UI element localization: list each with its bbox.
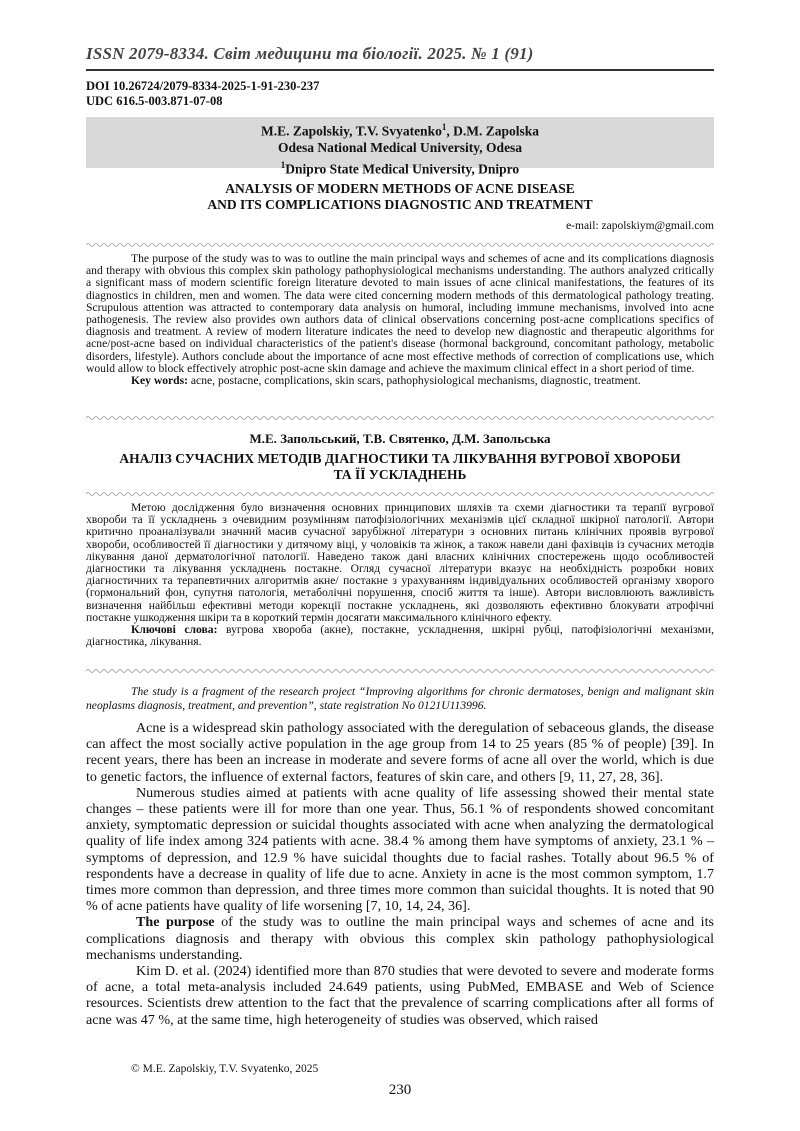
header-rule: [86, 69, 714, 71]
title-ua-line-1: АНАЛІЗ СУЧАСНИХ МЕТОДІВ ДІАГНОСТИКИ ТА ЛІКУВАННЯ ВУГРОВОЇ ХВОРОБИ: [119, 451, 681, 466]
keywords-ua: [86, 624, 714, 648]
email[interactable]: e-mail: zapolskiym@gmail.com: [566, 220, 714, 232]
paragraph-1: Acne is a widespread skin pathology associated with the deregulation of sebaceous glands, the disease can affect the most socially active population in the age group from 14 to 25 years (85 % of people) [39]. In recent years, there has been an increase in moderate and severe forms of acne all over the world, which is due to genetic factors, the influence of external factors, features of skin care, and others [9, 11, 27, 28, 36].: [86, 720, 714, 785]
title-ua-line-2: ТА ЇЇ УСКЛАДНЕНЬ: [333, 467, 467, 482]
paragraph-2: Numerous studies aimed at patients with acne quality of life assessing showed their mental state changes – these patients were ill for more than one year. Thus, 56.1 % of respondents showed concomitant anxiety, symptomatic depression or suicidal thoughts associated with acne when analyzing the dermatological quality of life index among 324 patients with acne. 38.4 % among them have symptoms of anxiety, 23.1 % – symptoms of depression, and 12.9 % have suicidal thoughts due to facial rashes. Totally about 96.5 % of respondents have a decrease in quality of life due to acne. Anxiety in acne is the most common symptom, 1.7 times more common than depression, and three times more common than suicidal thoughts. It is noted that 90 % of acne patients have quality of life worsening [7, 10, 14, 24, 36].: [86, 784, 714, 915]
wavy-divider: [86, 491, 714, 497]
wavy-divider: [86, 242, 714, 248]
authors-en: [86, 119, 714, 140]
project-note: The study is a fragment of the research project “Improving algorithms for chronic dermatoses, benign and malignant skin neoplasms diagnosis, treatment, and prevention”, state registration No 0121U113996.: [86, 685, 714, 712]
abstract-en-text: The purpose of the study was to was to outline the main principal ways and schemes of acne and its complications diagnosis and therapy with obvious this complex skin pathology pathophysiological mechanisms understanding. The authors analyzed critically a significant mass of modern scientific foreign literature devoted to main issues of acne clinical manifestations, the features of its diagnostics in children, men and women. The data were cited concerning modern methods of this dermatological pathology treating. Scrupulous attention was attracted to contemporary data analysis on humoral, including immune mechanisms, involved into acne pathogenesis. The review also provides own authors data of clinical observations concerning post-acne complications specifics of diagnosis and treatment. A review of modern literature indicates the need to develop new diagnostic and therapeutic algorithms for acne/post-acne based on individual characteristics of the patient's disease (hormonal background, concomitant pathology, metabolic disorders, lifestyle). Authors conclude about the importance of acne most effective methods of correction of complications use, which would allow to block effectively atrophic post-acne skin damage and achieve the maximum clinical effect in a short period of time.: [86, 252, 714, 375]
abstract-ua: [86, 502, 714, 648]
keywords-label: Key words:: [131, 374, 188, 388]
copyright: © M.E. Zapolskiy, T.V. Svyatenko, 2025: [131, 1063, 319, 1075]
affiliation-1: Odesa National Medical University, Odesa: [277, 140, 523, 155]
page-number: 230: [388, 1082, 412, 1098]
main-text: [86, 720, 714, 1028]
authors-names: M.E. Zapolskiy, T.V. Svyatenko: [261, 123, 442, 139]
paragraph-4: Kim D. et al. (2024) identified more than 870 studies that were devoted to severe and moderate forms of acne, a total meta-analysis included 24.649 patients, using PubMed, EMBASE and Web of Science resources. Scientists drew attention to the fact that the prevalence of scarring complications after all forms of acne was 47 %, at the same time, high heterogeneity of studies was observed, which raised: [86, 963, 714, 1028]
doi: DOI 10.26724/2079-8334-2025-1-91-230-237: [86, 79, 320, 93]
abstract-ua-text: Метою дослідження було визначення основних принципових шляхів та схеми діагностики та терапії вугрової хвороби та її ускладнень з очевидним розумінням патофізіологічних механізмів цієї складної шкірної патології. Автори критично проаналізували значний масив сучасної зарубіжної літератури з основних питань клінічних проявів вугрової хвороби, особливостей її діагностики у дитячому віці, у чоловіків та жінок, а також навели дані фахівців із сучасних методів лікування даної дерматологічної патології. Наведено також дані власних клінічних спостережень щодо особливостей діагностики та лікування ускладнень постакне. Огляд сучасної літератури вказує на необхідність розробки нових діагностичних та терапевтичних алгоритмів акне/ постакне з урахуванням індивідуальних особливостей організму хворого (гормональний фон, супутня патологія, метаболічні порушення, спосіб життя та інше). Автори висловлюють важливість визначення найбільш ефективні методи корекції постакне ускладнень, які дозволяють ефективно блокувати атрофічні постакне ушкодження шкіри та в короткий термін досягати максимального клінічного ефекту.: [86, 501, 714, 624]
authors-names-suffix: , D.M. Zapolska: [446, 123, 539, 139]
article-title-ua: [86, 451, 714, 483]
purpose-label: The purpose: [136, 914, 215, 931]
authors-ua: М.Е. Запольський, Т.В. Святенко, Д.М. Запольська: [249, 431, 551, 446]
keywords-text: вугрова хвороба (акне), постакне, ускладнення, шкірні рубці, патофізіологічні механізми, діагностика, лікування.: [86, 623, 714, 649]
wavy-divider: [86, 415, 714, 421]
affiliation-2: [86, 157, 714, 178]
authors-affiliations-box: [86, 117, 714, 176]
keywords-label: Ключові слова:: [131, 623, 218, 637]
udc: UDC 616.5-003.871-07-08: [86, 94, 223, 108]
keywords-en: [86, 375, 714, 387]
title-en-line-1: ANALYSIS OF MODERN METHODS OF ACNE DISEASE: [225, 181, 575, 196]
affiliation-2-text: Dnipro State Medical University, Dnipro: [285, 161, 520, 176]
paragraph-3: [86, 914, 714, 963]
wavy-divider: [86, 668, 714, 674]
affiliation-mark: 1: [280, 159, 286, 170]
doi-block: [86, 79, 319, 109]
abstract-en: [86, 253, 714, 387]
journal-header: ISSN 2079-8334. Світ медицини та біології. 2025. № 1 (91): [86, 44, 534, 63]
article-title-en: [86, 181, 714, 213]
title-en-line-2: AND ITS COMPLICATIONS DIAGNOSTIC AND TREATMENT: [207, 197, 593, 212]
affiliation-mark: 1: [441, 122, 447, 132]
paragraph-3-text: of the study was to outline the main principal ways and schemes of acne and its complications diagnosis and therapy with obvious this complex skin pathology pathophysiological mechanisms understanding.: [86, 914, 714, 963]
keywords-text: acne, postacne, complications, skin scars, pathophysiological mechanisms, diagnostic, treatment.: [190, 374, 641, 388]
